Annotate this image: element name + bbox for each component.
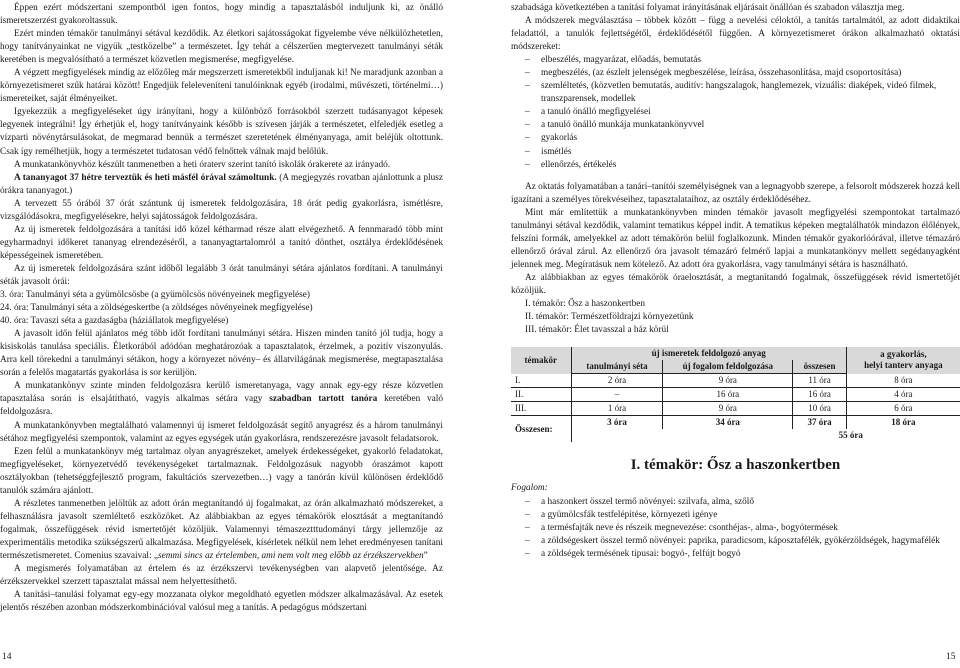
- hours-table: [511, 347, 960, 442]
- paragraph: Az új ismeretek feldolgozására a tanítási idő közel kétharmad része alatt elvégezhető. A fennmaradó több mint egyharmadnyi időkeret tananyag elrendezéséről, a tananyagtartalomról a tanító dönthet, osztálya érdeklődésének képességeinek ismeretében.: [0, 224, 443, 261]
- text-run: A részletes tanmenetben jelöltük az adott órán megtanítandó új fogalmakat, az órán alkalmazható módszereket, a felhasználásra javasolt szemléltető eszközöket. Az alábbiakban az egyes témakörök elosztását a megtanítandó fogalmak, összefüggések révid ismertetőjét közöljük. Valamennyi témaszeztttudományi tárgy jellemzője az experimentális metodika szükségszerű alkalmazása. Megfigyelések, kísérletek nélkül nem lehet eredményesen tanítani természetismeretet. Comenius szavaival: „: [0, 498, 443, 561]
- text-run: ”: [423, 550, 428, 561]
- right-page-column: [511, 2, 960, 561]
- concept-list: [511, 496, 960, 561]
- fogalom-label: Fogalom:: [511, 483, 548, 494]
- topic-item: III. témakör: Élet tavasszal a ház körül: [525, 325, 669, 336]
- cell-seta: –: [571, 388, 663, 402]
- paragraph: 40. óra: Tavaszi séta a gazdaságba (háziállatok megfigyelése): [0, 316, 229, 327]
- paragraph: A tanítási–tanulási folyamat egy-egy mozzanata olykor megoldható egyetlen módszer alkalmazásával. Az esetek jelentős részében azonban módszerkombinációval valósul meg a tanítás. A pedagógus módszertani: [0, 590, 443, 614]
- paragraph: 3. óra: Tanulmányi séta a gyümölcsösbe (a gyümölcsös növényeinek megfigyelése): [0, 290, 311, 301]
- cell-tema: II.: [511, 388, 571, 402]
- paragraph: Ezen felül a munkatankönyv még tartalmaz olyan anyagrészeket, amelyek érdekességeket, gyakorló feladatokat, megfigyeléseket, környezetvédő tevékenységeket tartalmaznak. Feldolgozásuk nagyobb óraszámot kapott osztályokban (tehetséggfejlesztő program, fakultációs szervezetben…) vagy a tanórán kívül különösen érdeklődő tanulók számára ajánlott.: [0, 446, 443, 496]
- paragraph: A megismerés folyamatában az értelem és az érzékszervi tevékenységben van alapvető jelentősége. Az érzékszervekkel szerzett tapasztalat mással nem helyettesíthető.: [0, 564, 443, 588]
- left-page-column: [0, 2, 443, 615]
- method-item: – szemléltetés, (közvetlen bemutatás, auditív: hangszalagok, hanglemezek, vizuális: diaképek, videó filmek, transzparensek, modellek: [525, 80, 960, 106]
- cell-uj: 9 óra: [663, 374, 793, 388]
- topic-item: II. témakör: Természetföldrajzi környezetünk: [525, 312, 694, 323]
- paragraph: [0, 380, 443, 419]
- cell-seta: 1 óra: [571, 402, 663, 416]
- chapter-title: I. témakör: Ősz a haszonkertben: [630, 457, 841, 474]
- concept-item: – a haszonkert összel termő növényei: szilvafa, alma, szőlő: [525, 496, 960, 509]
- method-item: – ismétlés: [525, 146, 960, 159]
- concept-item: – a gyümölcsfák testfelépítése, környezeti igénye: [525, 509, 960, 522]
- cell-gyak: 6 óra: [846, 402, 960, 416]
- method-item: – elbeszélés, magyarázat, előadás, bemutatás: [525, 54, 960, 67]
- sum-seta: 3 óra: [571, 416, 663, 430]
- concept-item: – a zöldségek termésének típusai: bogyó-, felfújt bogyó: [525, 548, 960, 561]
- total-hours: 55 óra: [571, 429, 960, 442]
- sum-gyak: 18 óra: [846, 416, 960, 430]
- th-gyakorlas: a gyakorlás, helyi tanterv anyaga: [846, 347, 960, 374]
- bold-text: szabadban tartott tanóra: [269, 394, 378, 405]
- text-run: A munkatankönyv szinte minden feldolgozásra kerülő ismeretanyaga, vagy annak egy-egy része közvetlen tapasztalása során is elsajátítható, vagyis alkalmas sétára vagy: [0, 381, 443, 405]
- paragraph: A javasolt időn felül ajánlatos még több időt fordítani tanulmányi sétára. Hiszen minden tanító jól tudja, hogy a kisiskolás tanulása speciális. Életkorából adódóan meghatározóak a tapasztalatok, érzelmek, a pozitív viszonyulás. Arra kell törekedni a tanulmányi sétákon, hogy a környezet növény– és állatvilágának megismerése, megtapasztalása során a felelős magatartás gyakorlása is sor kerüljön.: [0, 329, 443, 379]
- concept-item: – a zöldségeskert összel termő növényei: paprika, paradicsom, káposztafélék, gyökérzöldségek, hagymafélék: [525, 535, 960, 548]
- paragraph: A módszerek megválasztása – többek között – függ a nevelési céloktól, a tanítás tartalmától, az adott didaktikai feladattól, a tanulók fejlettségétől, érdeklődésétől függően. A környezetismeret órákon alkalmazható oktatási módszereket:: [511, 16, 960, 53]
- cell-gyak: 4 óra: [846, 388, 960, 402]
- paragraph: Igyekezzük a megfigyeléseket úgy irányítani, hogy a különböző forrásokból szerzett tudásanyagot képesek legyenek integrálni! Így érhetjük el, hogy tanítványaink később is szívesen járják a természetet, elfeledjék esetleg a vízparti növénytársulásokat, de megmarad bennük a természet szeretetének élményanyaga, amit beléjük oltottunk. Csak így remélhetjük, hogy a természetet tudatosan védő felnőttek válnak majd belőlük.: [0, 107, 443, 157]
- method-item: – megbeszélés, (az észlelt jelenségek megbeszélése, leírása, összehasonlítása, majd csoportosítása): [525, 67, 960, 80]
- paragraph: Éppen ezért módszertani szempontból igen fontos, hogy mindig a tapasztalásból induljunk ki, az önálló ismeretszerzést gyakoroltassuk.: [0, 3, 443, 27]
- paragraph: Mint már említettük a munkatankönyvben minden témakör javasolt megfigyelési szempontokat tartalmazó tanulmányi sétával kezdődik, valamint tematikus képpel indít. A tematikus képeken megtalálhatók mindazon élőlények, felszíni formák, amelyekkel az adott témakörön belül foglalkozunk. Minden témakör gyakorlóórával, illetve témazáró ellenőrző órával zárul. Az ellenőrző óra javasolt témazáró felmérő lapjai a munkatankönyv mellett segédanyagként jelennek meg. Megíratásuk nem kötelező. Az adott óra gyakorlásra, vagy tanulmányi sétára is használható.: [511, 207, 960, 270]
- cell-ossz: 10 óra: [793, 402, 847, 416]
- cell-tema: III.: [511, 402, 571, 416]
- right-page-number: 15: [946, 652, 956, 662]
- methods-list: [511, 54, 960, 171]
- cell-uj: 16 óra: [663, 388, 793, 402]
- bold-text: A tananyagot 37 hétre terveztük és heti másfél órával számoltunk.: [14, 172, 277, 183]
- topics-list: [511, 298, 960, 337]
- paragraph: 24. óra: Tanulmányi séta a zöldségeskertbe (a zöldséges növényeinek megfigyelése): [0, 303, 313, 314]
- sum-uj: 34 óra: [663, 416, 793, 430]
- paragraph: Az új ismeretek feldolgozására szánt időből legalább 3 órát tanulmányi sétára ajánlatos fordítani. A tanulmányi séták javasolt órái:: [0, 263, 443, 287]
- text-run: keretében való feldolgozásra.: [0, 394, 443, 418]
- paragraph: szabadsága következtében a tanítási folyamat irányításának eljárásait önállóan és szabadon választja meg.: [511, 3, 905, 13]
- th-uj-ismeretek: új ismeretek feldolgozó anyag: [571, 347, 846, 360]
- method-item: – gyakorlás: [525, 132, 960, 145]
- paragraph: Ezért minden témakör tanulmányi sétával kezdődik. Az életkori sajátosságokat figyelembe véve nélkülözhetetlen, hogy tanítványainkat ne vigyük „testközelbe” a természetet. Így tehát a célszerűen megtervezett tanulmányi séták keretében is megvalósítható a természet közvetlen megismerése, megfigyelése.: [0, 29, 443, 66]
- cell-tema: I.: [511, 374, 571, 388]
- topic-item: I. témakör: Ősz a haszonkertben: [525, 299, 646, 310]
- th-temakor: témakör: [511, 347, 571, 374]
- paragraph: A munkatankönyvben megtalálható valamennyi új ismeret feldolgozását segítő anyagrész és a három tanulmányi sétához megfigyelési szempontok, valamint az egyes egységek után gyakorlásra, rendszerezésre javasolt feladatsorok.: [0, 420, 443, 444]
- th-fogalom: új fogalom feldolgozása: [663, 360, 793, 374]
- table-row: [511, 374, 960, 388]
- table-row: [511, 388, 960, 402]
- cell-gyak: 8 óra: [846, 374, 960, 388]
- method-item: – ellenőrzés, értékelés: [525, 159, 960, 172]
- cell-uj: 9 óra: [663, 402, 793, 416]
- table-row: [511, 402, 960, 416]
- cell-seta: 2 óra: [571, 374, 663, 388]
- paragraph: Az alábbiakban az egyes témakörök óraelosztását, a megtanítandó fogalmak, összefüggések révid ismertetőjét közöljük.: [511, 272, 960, 296]
- method-item: – a tanuló önálló munkája munkatankönyvvel: [525, 119, 960, 132]
- cell-ossz: 11 óra: [793, 374, 847, 388]
- sum-label: Összesen:: [515, 423, 553, 434]
- paragraph: A végzett megfigyelések mindig az előzőleg már megszerzett ismeretekből induljanak ki! Ne maradjunk azonban a környezetismeret szűk határai között! Engedjük feleleveníteni tanulóinknak egyéb (irodalmi, művészeti, történelmi…) ismereteiket, saját élményeiket.: [0, 68, 443, 105]
- paragraph: [0, 498, 443, 563]
- paragraph: Az oktatás folyamatában a tanári–tanítói személyiségnek van a legnagyobb szerepe, a felsorolt módszerek hozzá kell igazítani a személyes törekvéseihez, tapasztalataihoz, az osztály érdeklődéséhez.: [511, 181, 960, 205]
- sum-ossz: 37 óra: [793, 416, 847, 430]
- method-item: – a tanuló önálló megfigyelései: [525, 106, 960, 119]
- th-seta: tanulmányi séta: [571, 360, 663, 374]
- th-osszesen: összesen: [793, 360, 847, 374]
- concept-item: – a termésfajták neve és részeik megnevezése: csonthéjas-, alma-, bogyótermések: [525, 522, 960, 535]
- left-page-number: 14: [2, 652, 12, 662]
- italic-quote: semmi sincs az értelemben, ami nem volt meg előbb az érzékszervekben: [158, 550, 424, 561]
- paragraph: A tervezett 55 órából 37 órát szántunk új ismeretek feldolgozására, 18 órát pedig gyakorlásra, ismétlésre, vizsgálódásokra, megfigyelésekre, helyi sajátosságok feldolgozására.: [0, 198, 443, 222]
- cell-ossz: 16 óra: [793, 388, 847, 402]
- paragraph: A munkatankönyvhöz készült tanmenetben a heti óraterv szerint tanító iskolák órakerete az irányadó.: [14, 159, 391, 170]
- text-run: (A megjegyzés rovatban ajánlottunk a plusz órákra tananyagot.): [0, 172, 443, 196]
- paragraph: [0, 172, 443, 198]
